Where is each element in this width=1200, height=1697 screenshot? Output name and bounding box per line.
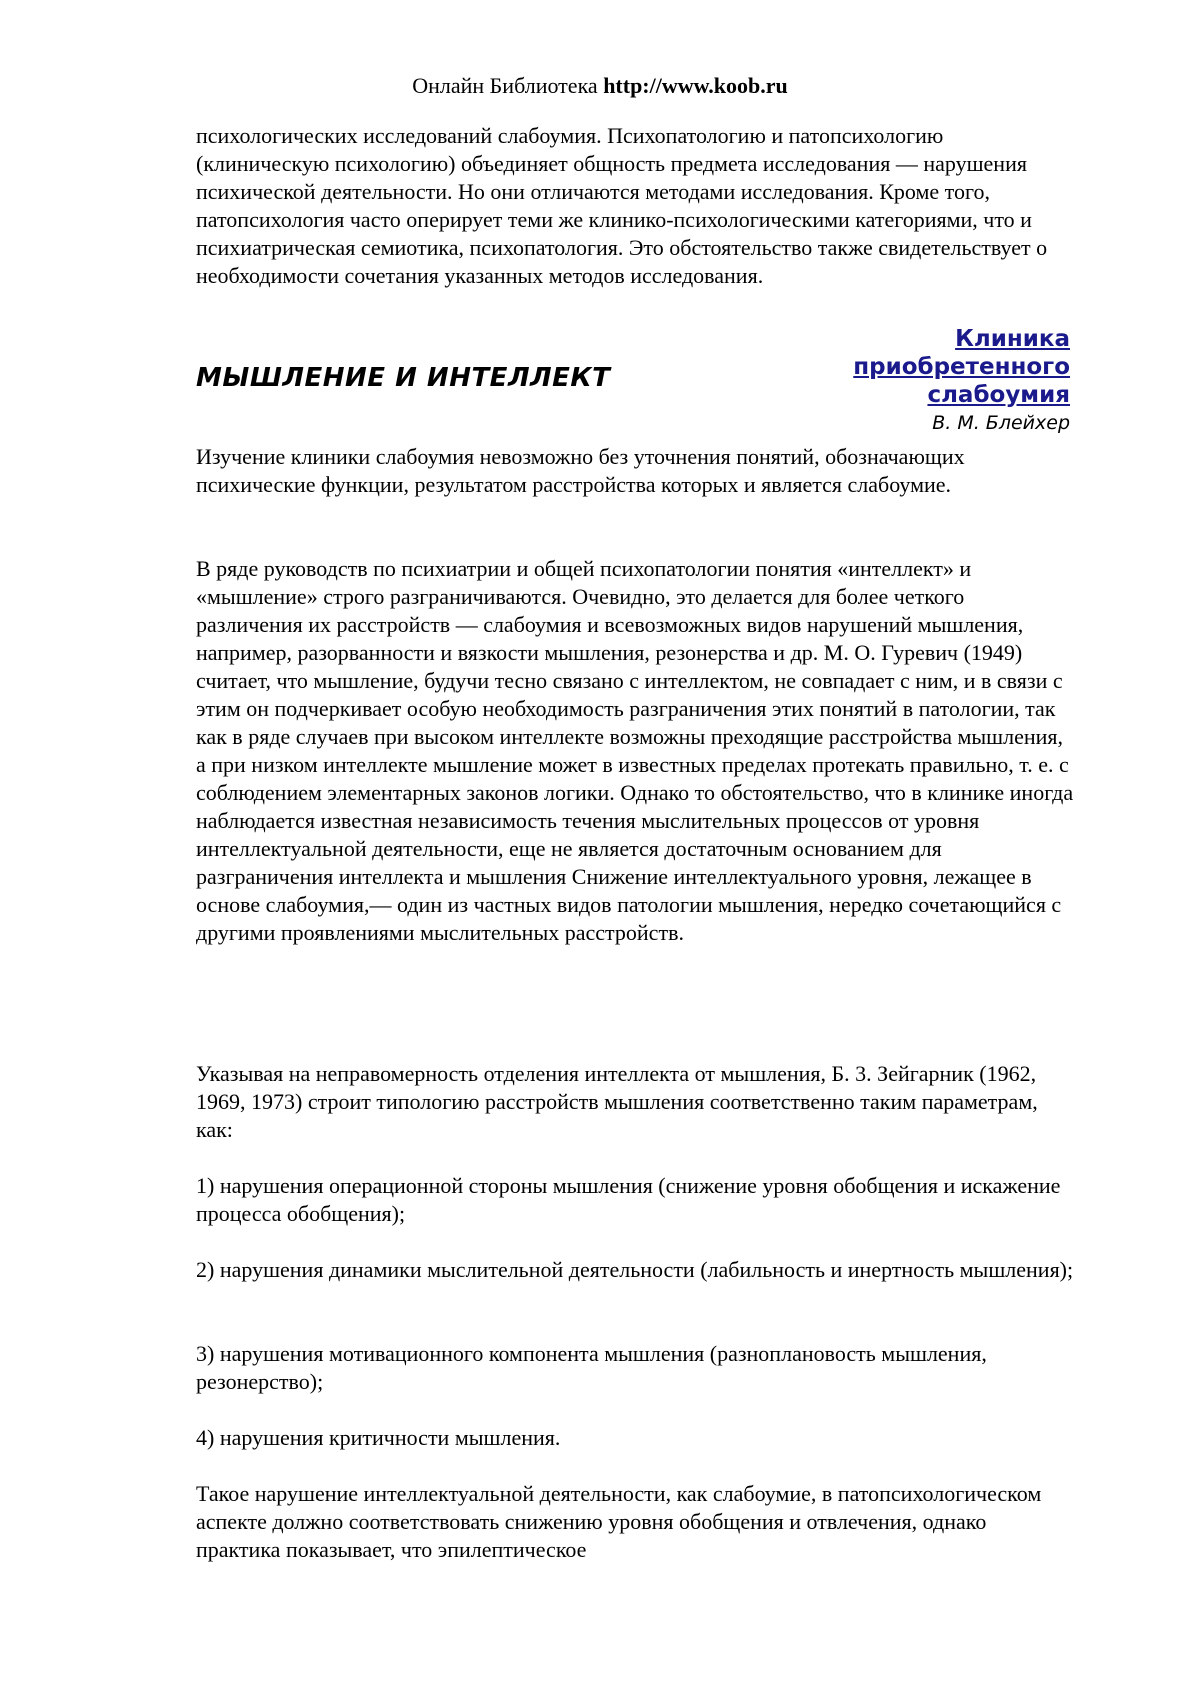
list-item-4: 4) нарушения критичности мышления. <box>196 1425 561 1450</box>
site-name: Онлайн Библиотека <box>412 73 598 98</box>
list-item-2: 2) нарушения динамики мыслительной деятельности (лабильность и инертность мышления); <box>196 1257 1074 1282</box>
book-title-line-2: приобретенного <box>853 354 1070 380</box>
section-heading: МЫШЛЕНИЕ И ИНТЕЛЛЕКТ <box>196 363 611 393</box>
book-reference <box>740 325 1070 436</box>
list-item-3: 3) нарушения мотивационного компонента мышления (разноплановость мышления, резонерство); <box>196 1341 987 1394</box>
page-header <box>0 72 1200 100</box>
paragraph-closing: Такое нарушение интеллектуальной деятельности, как слабоумие, в патопсихологическом аспекте должно соответствовать снижению уровня обобщения и отвлечения, однако практика показывает, что эпилептическое <box>196 1481 1042 1562</box>
book-title-line-1: Клиника <box>955 326 1070 352</box>
book-title-line-3: слабоумия <box>927 382 1070 408</box>
paragraph-intellect-thinking: В ряде руководств по психиатрии и общей психопатологии понятия «интеллект» и «мышление» строго разграничиваются. Очевидно, это делается для более четкого различения их расстройств — слабоумия и всевозможных видов нарушений мышления, например, разорванности и вязкости мышления, резонерства и др. М. О. Гуревич (1949) считает, что мышление, будучи тесно связано с интеллектом, не совпадает с ним, и в связи с этим он подчеркивает особую необходимость разграничения этих понятий в патологии, так как в ряде случаев при высоком интеллекте возможны преходящие расстройства мышления, а при низком интеллекте мышление может в известных пределах протекать правильно, т. е. с соблюдением элементарных законов логики. Однако то обстоятельство, что в клинике иногда наблюдается известная независимость течения мыслительных процессов от уровня интеллектуальной деятельности, еще не является достаточным основанием для разграничения интеллекта и мышления Снижение интеллектуального уровня, лежащее в основе слабоумия,— один из частных видов патологии мышления, нередко сочетающийся с другими проявлениями мыслительных расстройств. <box>196 556 1074 945</box>
list-item-1: 1) нарушения операционной стороны мышления (снижение уровня обобщения и искажение процесса обобщения); <box>196 1173 1061 1226</box>
intro-paragraph: психологических исследований слабоумия. Психопатологию и патопсихологию (клиническую психологию) объединяет общность предмета исследования — нарушения психической деятельности. Но они отличаются методами исследования. Кроме того, патопсихология часто оперирует теми же клинико-психологическими категориями, что и психиатрическая семиотика, психопатология. Это обстоятельство также свидетельствует о необходимости сочетания указанных методов исследования. <box>196 123 1048 288</box>
paragraph-zeigarnik: Указывая на неправомерность отделения интеллекта от мышления, Б. 3. Зейгарник (1962, 1969, 1973) строит типологию расстройств мышления соответственно таким параметрам, как: <box>196 1061 1038 1142</box>
site-url: http://www.koob.ru <box>603 73 788 98</box>
paragraph-intro-clinic: Изучение клиники слабоумия невозможно без уточнения понятий, обозначающих психические функции, результатом расстройства которых и является слабоумие. <box>196 444 965 497</box>
book-author: В. М. Блейхер <box>932 412 1070 434</box>
book-title-link[interactable] <box>740 325 1070 409</box>
